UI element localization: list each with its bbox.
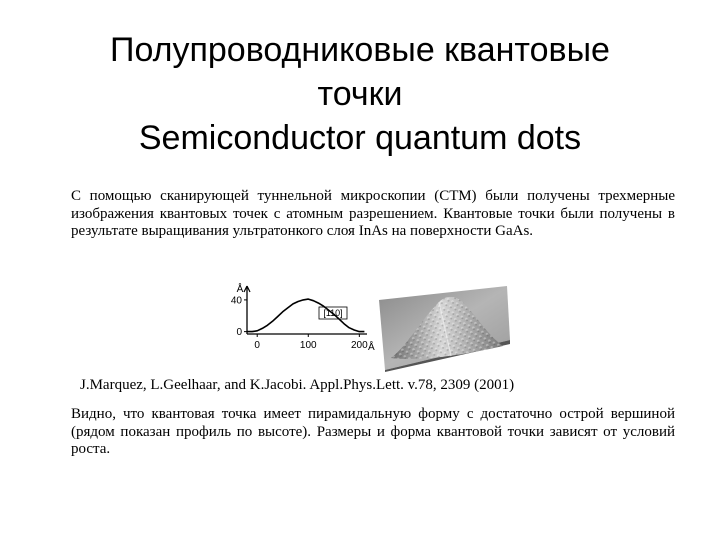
title-line-3: Semiconductor quantum dots bbox=[138, 119, 582, 157]
intro-paragraph: С помощью сканирующей туннельной микроскопии (СТМ) были получены трехмерные изображения квантовых точек с атомным разрешением. Квантовые точки были получены в результате выращивания ультратонкого слоя InAs на поверхности GaAs. bbox=[71, 188, 675, 239]
y-tick-label: 0 bbox=[236, 327, 242, 339]
y-unit-label: Å bbox=[236, 284, 244, 295]
title-line-1: Полупроводниковые квантовые bbox=[110, 31, 610, 69]
x-tick-label: 0 bbox=[254, 340, 260, 351]
title-line-2: точки bbox=[317, 75, 403, 113]
reference-citation: J.Marquez, L.Geelhaar, and K.Jacobi. Appl.Phys.Lett. v.78, 2309 (2001) bbox=[80, 377, 515, 393]
x-tick-label: 100 bbox=[299, 340, 317, 351]
direction-annotation: [110] bbox=[323, 308, 343, 318]
conclusion-paragraph: Видно, что квантовая точка имеет пирамидальную форму с достаточно острой вершиной (рядом показан профиль по высоте). Размеры и форма квантовой точки зависят от условий роста. bbox=[71, 406, 675, 457]
y-tick-label: 40 bbox=[230, 295, 242, 307]
chart-ticks bbox=[231, 295, 368, 351]
stm-surface-image bbox=[377, 280, 512, 372]
x-unit-label: Å bbox=[368, 342, 375, 352]
height-profile-chart bbox=[225, 282, 375, 352]
slide-title bbox=[0, 28, 720, 160]
x-tick-label: 200 bbox=[350, 340, 368, 351]
